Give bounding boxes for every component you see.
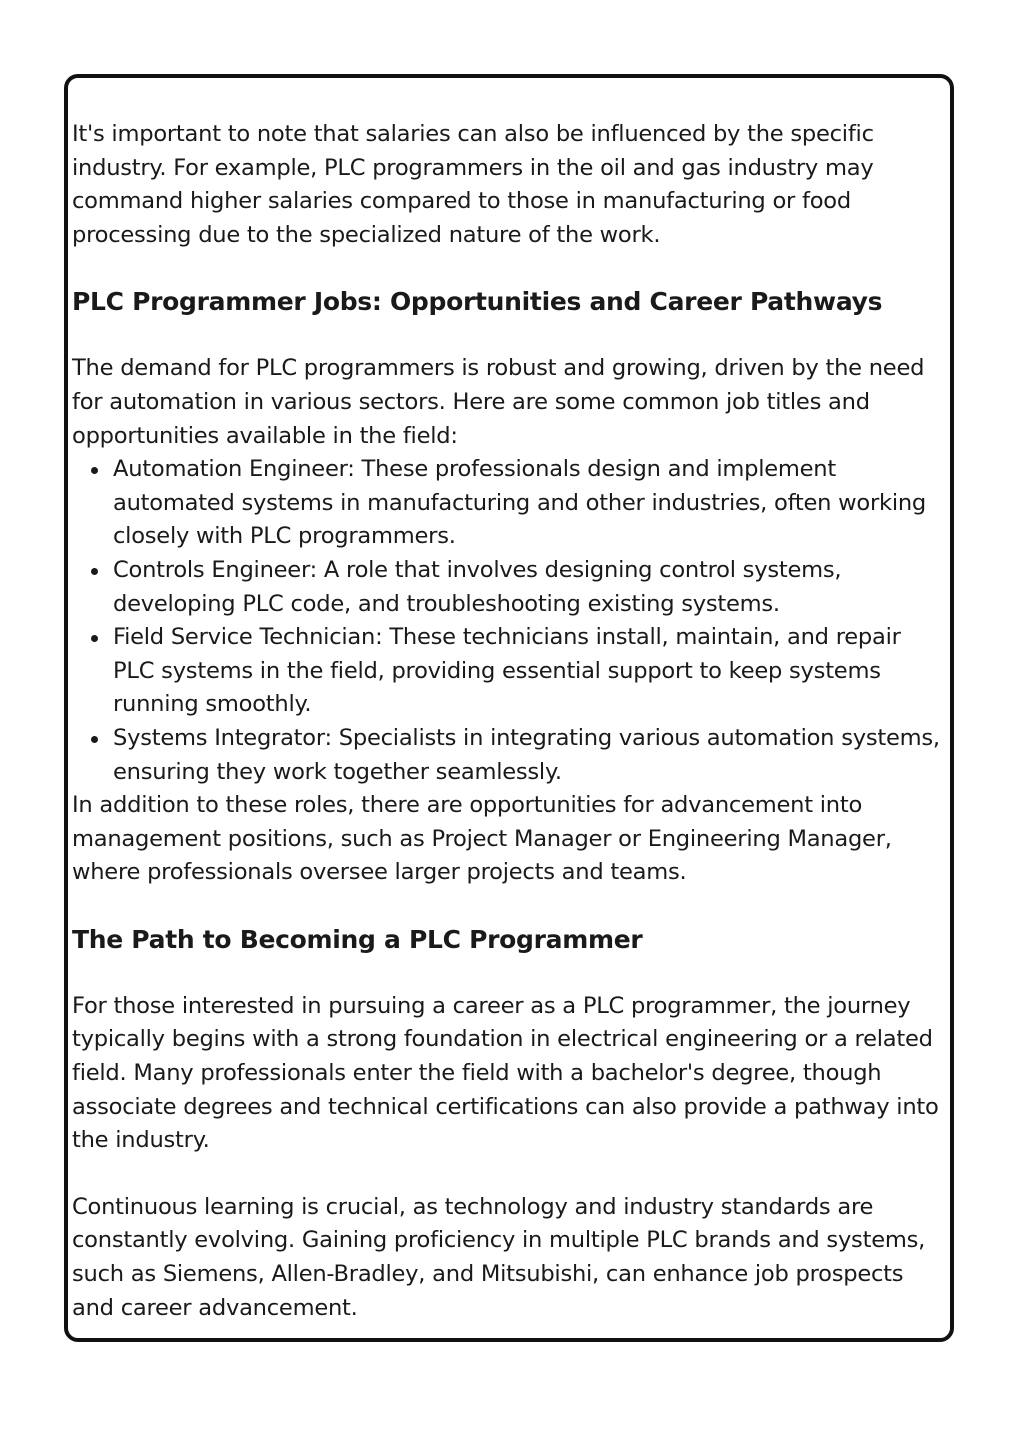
list-item: Field Service Technician: These technicians install, maintain, and repair PLC systems in the field, providing essential support to keep systems running smoothly. — [113, 621, 944, 722]
jobs-section-closing: In addition to these roles, there are opportunities for advancement into management positions, such as Project Manager or Engineering Manager, where professionals oversee larger projects and teams. — [72, 792, 892, 886]
list-item: Automation Engineer: These professionals design and implement automated systems in manufacturing and other industries, often working closely with PLC programmers. — [113, 453, 944, 554]
path-section-heading: The Path to Becoming a PLC Programmer — [72, 924, 643, 954]
list-item: Systems Integrator: Specialists in integrating various automation systems, ensuring they work together seamlessly. — [113, 722, 944, 789]
path-section-paragraph: For those interested in pursuing a career as a PLC programmer, the journey typically begins with a strong foundation in electrical engineering or a related field. Many professionals enter the field with a bachelor's degree, though associate degrees and technical certifications can also provide a pathway into the industry. — [72, 992, 939, 1154]
jobs-section-intro: The demand for PLC programmers is robust and growing, driven by the need for automation in various sectors. Here are some common job titles and opportunities available in the field: — [72, 355, 925, 449]
jobs-section-heading: PLC Programmer Jobs: Opportunities and Career Pathways — [72, 287, 883, 317]
job-titles-list — [72, 453, 944, 789]
intro-paragraph: It's important to note that salaries can also be influenced by the specific industry. For example, PLC programmers in the oil and gas industry may command higher salaries compared to those in manufacturing or food processing due to the specialized nature of the work. — [72, 121, 874, 248]
list-item: Controls Engineer: A role that involves designing control systems, developing PLC code, and troubleshooting existing systems. — [113, 554, 944, 621]
path-section-paragraph: Continuous learning is crucial, as technology and industry standards are constantly evolving. Gaining proficiency in multiple PLC brands and systems, such as Siemens, Allen-Bradley, and Mitsubishi, can enhance job prospects and career advancement. — [72, 1193, 926, 1321]
document-content — [72, 118, 944, 1325]
